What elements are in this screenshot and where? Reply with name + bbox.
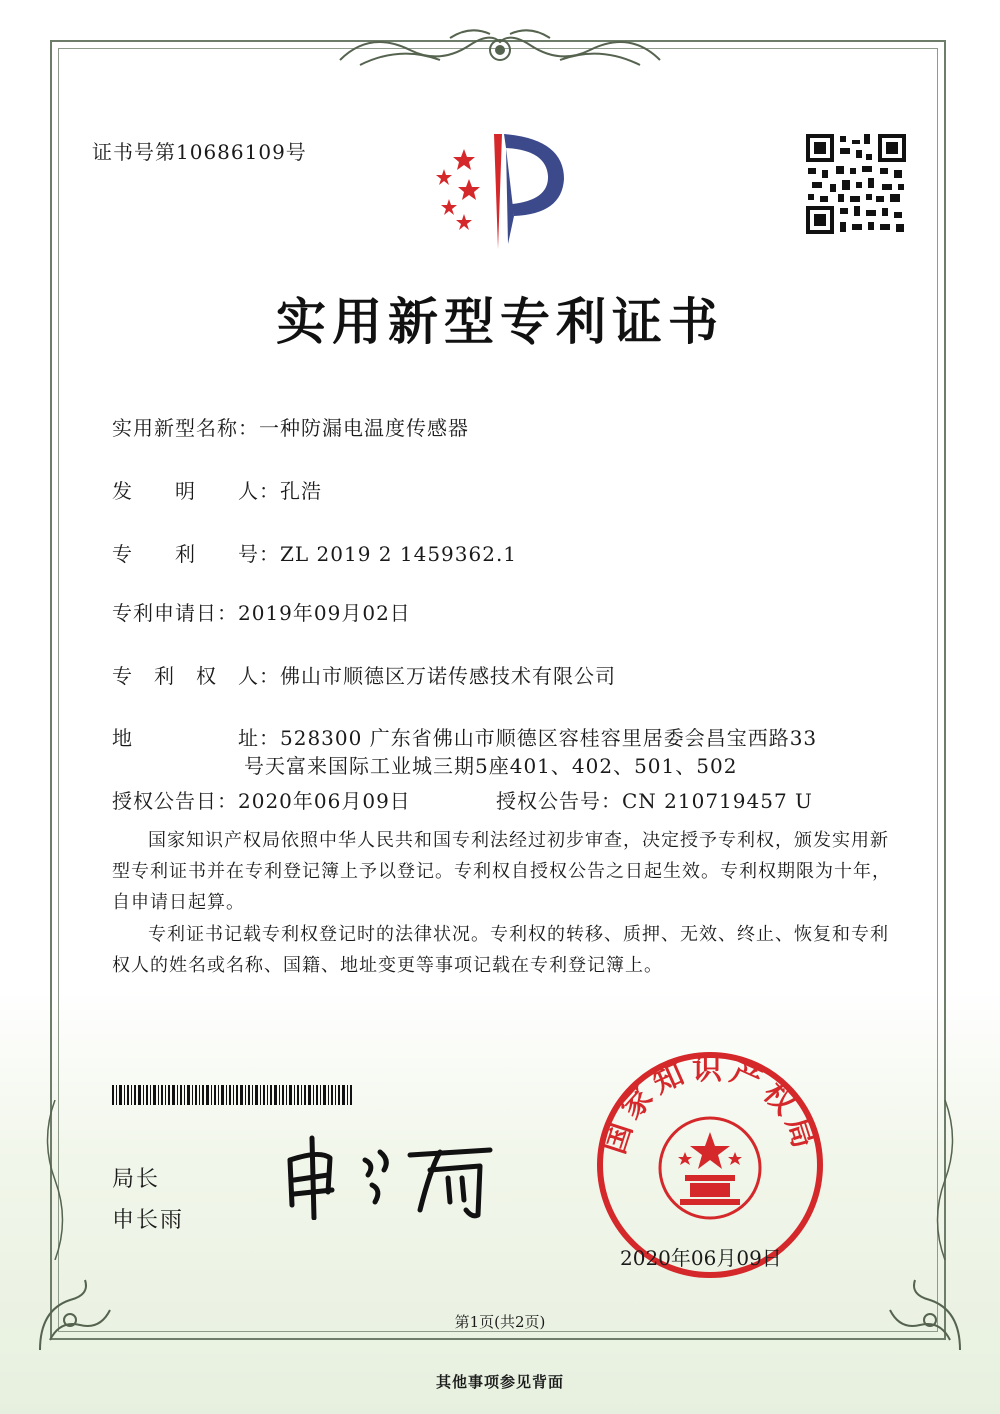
- patent-number-value: ZL 2019 2 1459362.1: [280, 542, 518, 566]
- seal-date: 2020年06月09日: [620, 1246, 782, 1270]
- inventor-label: 发 明 人：: [112, 479, 280, 503]
- announcement-date-row: [112, 785, 411, 814]
- address-line-2: 号天富来国际工业城三期5座401、402、501、502: [244, 754, 738, 778]
- signatory-name: 申长雨: [112, 1208, 185, 1233]
- application-date-row: [112, 597, 411, 626]
- handwritten-signature: [280, 1130, 510, 1220]
- application-date-label: 专利申请日：: [112, 601, 238, 625]
- signatory-title: 局长: [112, 1167, 161, 1192]
- address-label: 地 址：: [112, 726, 280, 750]
- patentee-label: 专 利 权 人：: [112, 664, 280, 688]
- address-line-1: 528300 广东省佛山市顺德区容桂容里居委会昌宝西路33: [280, 726, 818, 750]
- announcement-date-value: 2020年06月09日: [238, 789, 411, 813]
- patent-number-row: [112, 538, 517, 567]
- certificate-title: 实用新型专利证书: [276, 292, 724, 351]
- barcode-icon: [112, 1085, 352, 1105]
- inventor-value: 孔浩: [280, 479, 322, 503]
- svg-text:国家知识产权局: 国家知识产权局: [596, 1051, 824, 1159]
- announcement-number-value: CN 210719457 U: [622, 789, 813, 813]
- right-side-ornament: [930, 1100, 960, 1260]
- statement-paragraph-1: 国家知识产权局依照中华人民共和国专利法经过初步审查，决定授予专利权，颁发实用新型专利证书并在专利登记簿上予以登记。专利权自授权公告之日起生效。专利权期限为十年，自申请日起算。: [112, 830, 891, 913]
- certificate-number: 证书号第10686109号: [92, 140, 307, 164]
- statement-paragraph-2: 专利证书记载专利权登记时的法律状况。专利权的转移、质押、无效、终止、恢复和专利权人的姓名或名称、国籍、地址变更等事项记载在专利登记簿上。: [112, 924, 889, 976]
- application-date-value: 2019年09月02日: [238, 601, 411, 625]
- page-number: 第1页(共2页): [454, 1313, 546, 1331]
- utility-model-name-label: 实用新型名称：: [112, 416, 259, 440]
- utility-model-name-row: [112, 412, 469, 441]
- announcement-number-label: 授权公告号：: [496, 789, 622, 813]
- qr-code-icon: [806, 134, 906, 234]
- address-row: [112, 722, 817, 751]
- patent-number-label: 专 利 号：: [112, 542, 280, 566]
- left-side-ornament: [40, 1100, 70, 1260]
- patentee-value: 佛山市顺德区万诺传感技术有限公司: [280, 664, 616, 688]
- footer-note: 其他事项参见背面: [435, 1373, 564, 1391]
- inventor-row: [112, 475, 322, 504]
- patent-office-logo: [424, 124, 574, 254]
- announcement-number-row: [496, 785, 813, 814]
- top-ornament: [330, 20, 670, 80]
- announcement-date-label: 授权公告日：: [112, 789, 238, 813]
- utility-model-name-value: 一种防漏电温度传感器: [259, 416, 469, 440]
- patentee-row: [112, 660, 616, 689]
